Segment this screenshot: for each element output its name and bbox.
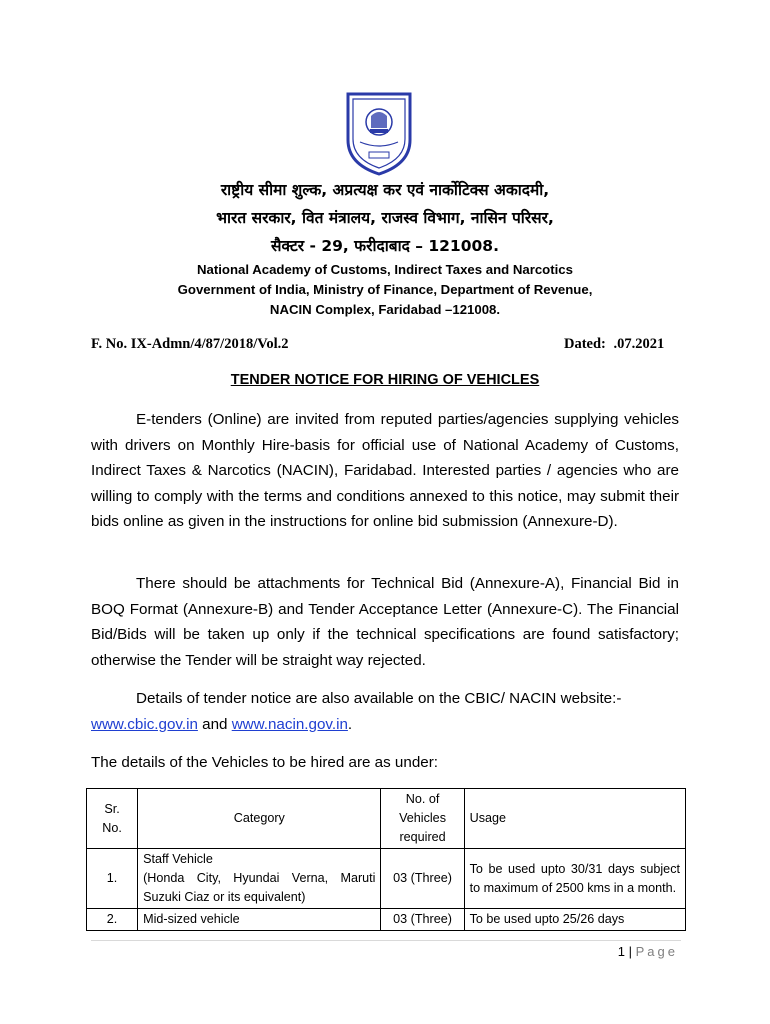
english-heading-line-3: NACIN Complex, Faridabad –121008. [269,302,501,317]
cbic-website-link[interactable]: www.cbic.gov.in [91,715,198,733]
header-sr-line-1: Sr. [104,801,120,816]
row-1-category-line-2: (Honda City, Hyundai Verna, Maruti Suzuki Ciaz or its equivalent) [143,871,376,904]
paragraph-2-text: There should be attachments for Technical Bid (Annexure-A), Financial Bid in BOQ Format (Annexure-B) and Tender Acceptance Letter (Annexure-C). The Financial Bid/Bids will be taken up only if the technical specifications are found satisfactory; otherwise the Tender will be straight way rejected. [91,575,679,669]
page-label: Page [635,944,678,959]
row-2-number: 03 (Three) [381,909,464,931]
header-sr-line-2: No. [102,820,122,835]
header-category: Category [138,789,381,849]
table-row [87,849,686,909]
header-num-line-2: Vehicles [399,811,446,825]
row-1-usage: To be used upto 30/31 days subject to maximum of 2500 kms in a month. [464,849,685,909]
header-num-line-3: required [399,830,446,844]
paragraph-3-end: . [347,715,353,733]
row-1-number: 03 (Three) [381,849,464,909]
nacin-emblem-icon [344,90,414,176]
paragraph-3-joiner: and [197,715,232,733]
table-row [87,909,686,931]
hindi-heading-line-3: सैक्टर - 29, फरीदाबाद – 121008. [271,237,499,255]
row-2-category: Mid-sized vehicle [138,909,381,931]
paragraph-2 [91,571,679,673]
header-vehicles-required [381,789,464,849]
row-1-category-line-1: Staff Vehicle [143,852,213,866]
hindi-heading-line-1: राष्ट्रीय सीमा शुल्क, अप्रत्यक्ष कर एवं नार्कोटिक्स अकादमी, [220,181,550,199]
row-2-sr: 2. [87,909,138,931]
dated-field: Dated: .07.2021 [564,336,665,352]
nacin-website-link[interactable]: www.nacin.gov.in [231,715,348,733]
row-2-usage: To be used upto 25/26 days [464,909,685,931]
header-num-line-1: No. of [405,792,440,806]
page-number: 1 [617,944,626,959]
notice-title: TENDER NOTICE FOR HIRING OF VEHICLES [230,372,540,388]
row-1-sr: 1. [87,849,138,909]
paragraph-1-text: E-tenders (Online) are invited from reputed parties/agencies supplying vehicles with drivers on Monthly Hire-basis for official use of National Academy of Customs, Indirect Taxes & Narcotics (NACIN), Faridabad. Interested parties / agencies who are willing to comply with the terms and conditions annexed to this notice, may submit their bids online as given in the instructions for online bid submission (Annexure-D). [91,411,679,530]
paragraph-4: The details of the Vehicles to be hired are as under: [91,754,438,771]
table-header-row [87,789,686,849]
page-separator: | [625,944,636,959]
file-number: F. No. IX-Admn/4/87/2018/Vol.2 [91,336,289,352]
header-usage: Usage [464,789,685,849]
page-footer [618,944,678,959]
hindi-heading-line-2: भारत सरकार, वित मंत्रालय, राजस्व विभाग, नासिन परिसर, [216,209,554,227]
english-heading-line-1: National Academy of Customs, Indirect Taxes and Narcotics [197,262,573,277]
paragraph-3-text: Details of tender notice are also available on the CBIC/ NACIN website:- [136,690,622,707]
paragraph-1 [91,407,679,535]
english-heading-line-2: Government of India, Ministry of Finance, Department of Revenue, [177,282,593,297]
header-sr-no [87,789,138,849]
paragraph-3 [91,686,679,737]
row-1-category [138,849,381,909]
vehicle-table [86,788,686,931]
footer-divider [91,940,681,941]
